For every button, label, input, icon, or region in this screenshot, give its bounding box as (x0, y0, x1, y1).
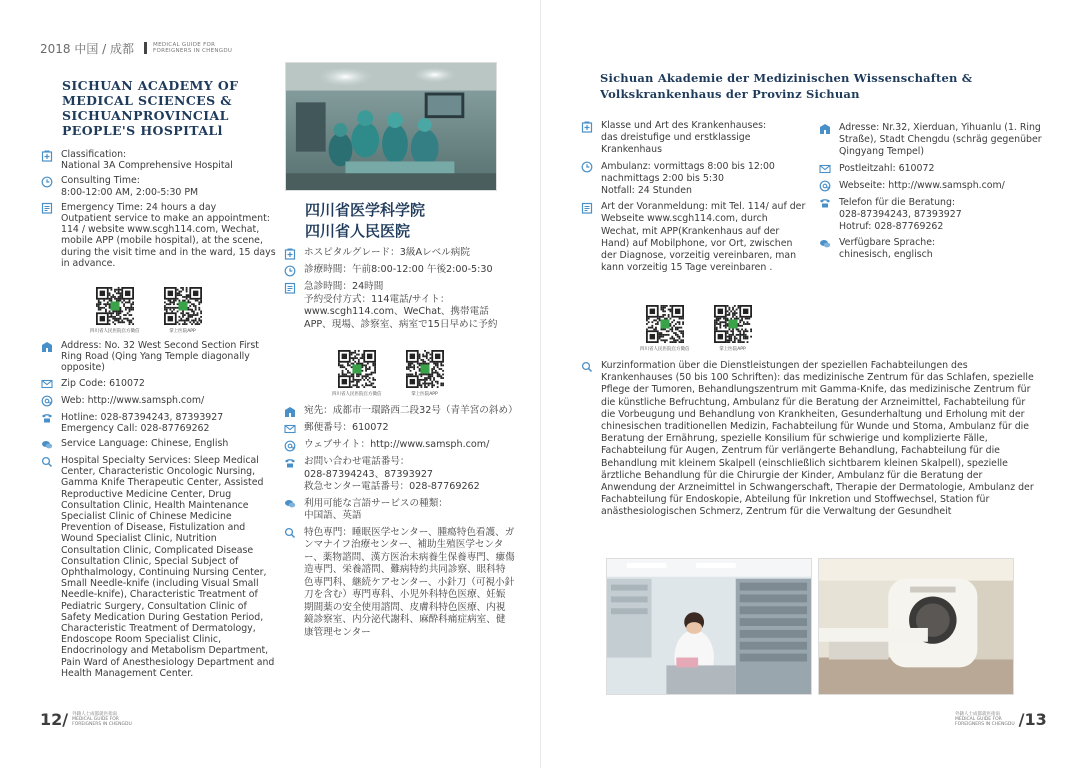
info-row (818, 163, 1050, 176)
operating-room-photo (285, 62, 497, 191)
qr-code-icon (406, 350, 444, 388)
phone-icon (818, 197, 831, 210)
wechat-qr-code (332, 350, 382, 397)
info-text: Hospital Specialty Services: Sleep Medical Center, Characteristic Oncologic Nursing, Gamma Knife Therapeutic Center, Assisted Reproductive Medicine Center, Drug Consultation Clinic, Health Maintenance Specialist Clinic of Chinese Medicine Prevention of Disease, Fistulization and Wound Specialist Clinic, Nutrition Consultation Clinic, Complicated Disease Consultation Clinic, Special Subject of Ophthalmology, Continuing Nursing Center, Small Needle-knife (including Visual Small Needle-knife), Characteristic Treatment of Pediatric Surgery, Consultation Clinic of Safety Medication During Gestation Period, Characteristic Treatment of Dermatology, Endoscope Room Specialist Clinic, Endocrinology and Metabolism Department, Pain Ward of Anesthesiology Department and Health Management Center. (61, 455, 275, 679)
left-page-folio (40, 710, 132, 729)
info-row (818, 122, 1050, 159)
app-qr-code (406, 350, 444, 397)
info-row (283, 281, 515, 331)
header-guide-line2: FOREIGNERS IN CHENGDU (153, 48, 233, 54)
header-guide-line1: MEDICAL GUIDE FOR (153, 42, 216, 48)
info-text: Telefon für die Beratung: 028-87394243, 87393927 Hotruf: 028-87769262 (839, 196, 962, 233)
info-row (40, 395, 276, 408)
info-row (40, 340, 276, 374)
info-row (40, 149, 276, 171)
location-icon (818, 122, 831, 135)
info-row (40, 175, 276, 197)
info-text: 郵便番号：610072 (304, 422, 389, 433)
header-divider (144, 42, 147, 54)
info-text: 診療時間：午前8:00-12:00 午後2:00-5:30 (304, 264, 493, 275)
folio-guide-en2: FOREIGNERS IN CHENGDU (72, 722, 132, 727)
clock-icon (40, 175, 53, 188)
info-row (580, 201, 808, 274)
english-info-top (40, 149, 276, 273)
chinese-title-line: 四川省人民医院 (305, 222, 411, 240)
left-folio-guide (72, 712, 132, 727)
japanese-qr-codes (332, 350, 444, 397)
info-text: 宛先：成都市一環路西二段32号（青羊宮の斜め） (304, 405, 518, 416)
info-row (818, 237, 1050, 261)
info-text: Webseite: http://www.samsph.com/ (839, 179, 1005, 191)
mail-icon (283, 422, 296, 435)
calendar-icon (40, 202, 53, 215)
right-page-folio (955, 710, 1047, 729)
qr-code-icon (164, 287, 202, 325)
info-text: Hotline: 028-87394243, 87393927 Emergency Call: 028-87769262 (61, 411, 224, 434)
english-qr-codes (90, 287, 202, 334)
info-row (580, 120, 808, 157)
info-row (283, 405, 518, 418)
qr-code-icon (646, 305, 684, 343)
info-row (818, 197, 1050, 234)
info-row (40, 438, 276, 451)
info-text: Emergency Time: 24 hours a day Outpatient service to make an appointment: 114 / website www.scgh114.com, Wechat, mobile APP (mobile hospital), at the scene, during the visit time and in the ward, 15 days in advance. (61, 201, 276, 269)
info-text: 特色専門：睡眠医学センター、腫瘍特色看護、ガンマナイフ治療センター、補助生殖医学センター、薬物諮問、漢方医治未病養生保養専門、瘻傷造専門、栄養諮問、難病特約共同診察、眼科特色専門科、継続ケアセンター、小針刀（可視小針刀を含む）専門専科、小児外科特色医療、妊娠期間薬の安全使用諮問、皮膚科特色医療、内視鏡診察室、内分泌代謝科、麻酔科痛症病室、健康管理センター (304, 526, 515, 638)
qr-caption: 四川省人民医院官方微信 (640, 347, 690, 352)
calendar-icon (580, 201, 593, 214)
pharmacy-lab-photo (606, 558, 812, 695)
app-qr-code (164, 287, 202, 334)
chinese-title (305, 200, 505, 242)
magnifier-icon (283, 527, 296, 540)
english-info-bottom (40, 340, 276, 683)
mail-icon (818, 163, 831, 176)
header-guide-title (153, 42, 232, 54)
clock-icon (283, 264, 296, 277)
qr-caption: 四川省人民医院官方微信 (332, 392, 382, 397)
english-title-line: PEOPLE'S HOSPITALl (62, 123, 223, 138)
german-qr-codes (640, 305, 752, 352)
qr-code-icon (338, 350, 376, 388)
german-info-left (580, 120, 808, 278)
german-title-line: Sichuan Akademie der Medizinischen Wissenschaften & (600, 71, 973, 85)
english-title (62, 78, 262, 138)
folio-guide-zh: 外籍人士成都就医指南 (955, 712, 1000, 717)
info-row (40, 412, 276, 434)
info-text: 利用可能な言語サービスの種類： 中国語、英語 (304, 497, 448, 521)
speech-icon (818, 237, 831, 250)
info-text: Postleitzahl: 610072 (839, 162, 935, 174)
info-text: Consulting Time: 8:00-12:00 AM, 2:00-5:30 PM (61, 175, 199, 198)
info-row (40, 455, 276, 679)
ct-scanner-photo (818, 558, 1014, 695)
web-icon (283, 439, 296, 452)
speech-icon (40, 438, 53, 451)
folio-guide-zh: 外籍人士成都就医指南 (72, 712, 118, 717)
info-text: Verfügbare Sprache: chinesisch, englisch (839, 237, 936, 261)
folio-guide-en2: FOREIGNERS IN CHENGDU (955, 722, 1015, 727)
info-row (283, 247, 515, 260)
info-text: Art der Voranmeldung: mit Tel. 114/ auf der Webseite www.scgh114.com, durch Wechat, mit APP(Krankenhaus auf der Hand) auf Mobilphone, vor Ort, zwischen der Diagnose, vorzeitig vereinbaren, man kann vorzeitig 15 Tage vereinbaren . (601, 201, 806, 274)
folio-guide-en1: MEDICAL GUIDE FOR (72, 717, 119, 722)
info-row (283, 264, 515, 277)
info-text: Web: http://www.samsph.com/ (61, 394, 205, 406)
german-specialty-info (580, 360, 1040, 523)
web-icon (40, 395, 53, 408)
wechat-qr-code (640, 305, 690, 352)
info-row (283, 498, 515, 523)
calendar-icon (283, 281, 296, 294)
japanese-info-bottom (283, 405, 518, 643)
qr-caption: 四川省人民医院官方微信 (90, 329, 140, 334)
info-text: Kurzinformation über die Dienstleistungen der speziellen Fachabteilungen des Krankenhauses (50 bis 100 Schriften): das medizinische Zentrum für das Schlafen, spezielle Pflege der Tumoren, Behandlungszentrum mit Gamma-Knife, das medizinische Zentrum für die künstliche Befruchtung, Ambulanz für die Beratung der Arzneimittel, Fachabteilung für die Vorbeugung und Behandlung von Krankheiten, Gesunderhaltung und Erholung mit der chinesischen traditionellen Medizin, Fachabteilung für Wunde und Stoma, Ambulanz für die Beratung der Ernährung, spezielle Konsilium für schwierige und komplizierte Fälle, Fachabteilung für Augen, Zentrum für verlängerte Behandlung, Fachabteilung für die Behandlung mit kleinem Skalpell (einschließlich sichtbarem kleinen Skalpell), spezielle ärztliche Behandlung für die Chirurgie der Kinder, Ambulanz für die Beratung der Anwendung der Arzneimittel in Schwangerschaft, Therapie der Dermatologie, Ambulanz der Fachabteilung für Endoskopie, Abteilung für Inkretion und Stoffwechsel, Station für anästhesiologischen Schmerz, Zentrum für die Verwaltung der Gesundheit (601, 360, 1034, 518)
info-row (283, 456, 515, 494)
german-title (600, 70, 1040, 102)
right-page-number: /13 (1018, 710, 1047, 729)
info-text: Address: No. 32 West Second Section First Ring Road (Qing Yang Temple diagonally opposite) (61, 340, 259, 374)
german-info-right (818, 122, 1050, 266)
running-header (40, 40, 232, 56)
qr-caption: 掌上医院APP (169, 329, 196, 334)
info-row (283, 527, 515, 640)
mail-icon (40, 378, 53, 391)
qr-caption: 掌上医院APP (411, 392, 438, 397)
chinese-title-line: 四川省医学科学院 (305, 201, 426, 219)
qr-code-icon (714, 305, 752, 343)
info-text: 急診時間：24時間 予約受付方式：114電話/サイト：www.scgh114.com、WeChat、携帯電話APP、現場、診察室、病室で15日早めに予約 (304, 281, 498, 330)
info-text: Zip Code: 610072 (61, 377, 145, 389)
info-text: お問い合わせ電話番号： 028-87394243、87393927 救急センター電話番号：028-87769262 (304, 456, 480, 492)
german-title-line: Volkskrankenhaus der Provinz Sichuan (600, 87, 860, 101)
japanese-info-top (283, 247, 515, 335)
info-row (40, 202, 276, 269)
qr-caption: 掌上医院APP (719, 347, 746, 352)
english-title-line: MEDICAL SCIENCES & (62, 93, 232, 108)
qr-code-icon (96, 287, 134, 325)
hospital-class-icon (40, 149, 53, 162)
location-icon (40, 340, 53, 353)
speech-icon (283, 498, 296, 511)
left-page-number: 12/ (40, 710, 69, 729)
info-text: Adresse: Nr.32, Xierduan, Yihuanlu (1. Ring Straße), Stadt Chengdu (schräg gegenüber Qingyang Tempel) (839, 122, 1042, 158)
info-row (283, 439, 515, 452)
info-row (40, 378, 276, 391)
info-row (283, 422, 515, 435)
info-row (818, 180, 1050, 193)
info-text: Service Language: Chinese, English (61, 438, 229, 450)
app-qr-code (714, 305, 752, 352)
header-year-city: 2018 中国 / 成都 (40, 41, 135, 56)
info-text: ホスピタルグレード：3級Aレベル病院 (304, 247, 470, 258)
info-row (580, 161, 808, 198)
folio-guide-en1: MEDICAL GUIDE FOR (955, 717, 1002, 722)
info-text: Classification: National 3A Comprehensive Hospital (61, 149, 233, 172)
clock-icon (580, 161, 593, 174)
english-title-line: SICHUAN ACADEMY OF (62, 78, 239, 93)
magnifier-icon (40, 455, 53, 468)
wechat-qr-code (90, 287, 140, 334)
english-title-line: SICHUANPROVINCIAL (62, 108, 229, 123)
location-icon (283, 405, 296, 418)
info-text: Ambulanz: vormittags 8:00 bis 12:00 nachmittags 2:00 bis 5:30 Notfall: 24 Stunden (601, 160, 775, 197)
hospital-class-icon (283, 247, 296, 260)
info-text: ウェブサイト：http://www.samsph.com/ (304, 439, 490, 450)
magnifier-icon (580, 360, 593, 373)
phone-icon (40, 412, 53, 425)
phone-icon (283, 456, 296, 469)
page-gutter (540, 0, 541, 768)
info-row (580, 360, 1040, 519)
hospital-class-icon (580, 120, 593, 133)
info-text: Klasse und Art des Krankenhauses: das dreistufige und erstklassige Krankenhaus (601, 120, 767, 156)
right-folio-guide (955, 712, 1015, 727)
web-icon (818, 180, 831, 193)
